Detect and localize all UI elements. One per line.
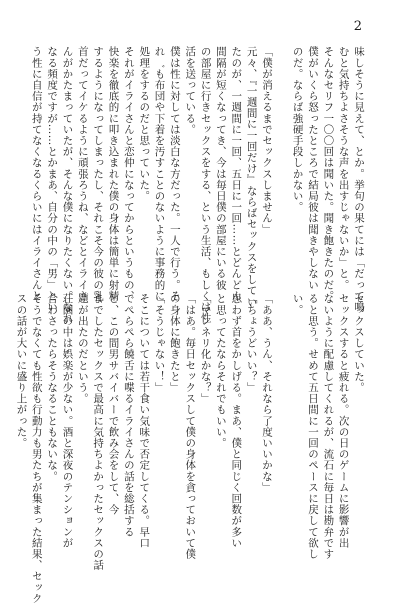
text-line: 「僕が消えるまでセックスしません」 [260, 46, 273, 235]
text-line: 活を送っている。 [184, 46, 197, 135]
text-line: 荘園の中は娯楽が少ない。酒と深夜のテンションが [61, 293, 74, 549]
text-line: セックスしていた。 [353, 293, 365, 393]
text-line: 題が出たのだという。 [76, 293, 89, 404]
upper-text-block [30, 46, 366, 324]
text-line [274, 293, 289, 529]
text-line: までしたセックスで最高に気持ちよかったセックスの話 [92, 293, 105, 571]
text-line: 「マンネリ化かな？」 [199, 293, 212, 404]
text-line: 思わず首をかしげる。まあ、僕と同じく回数が多い [230, 293, 243, 549]
text-line: たのが、一週間に一回、五日に一回……とどんどん [230, 46, 243, 302]
text-line: の身体に飽きたと」 [168, 293, 181, 393]
text-line: でぺらぺら饒舌に喋るイライさんの話を総括する [122, 293, 135, 538]
text-line: スの話が大いに盛り上がった。 [15, 293, 28, 449]
text-line: むと気持ちよさそうな声を出すじゃないか」と。 [337, 46, 350, 291]
text-line: 「ああ、うん、それなら了度いいかな」 [260, 293, 273, 493]
text-line: ると思う。せめて五日間に一回のペースに戻して欲し [306, 293, 319, 560]
text-line: そんなセリフ一〇〇回は聞いた。聞き飽きたのだ。 [322, 46, 335, 302]
text-line: 「はあ。毎日セックスして僕の身体を貪っておいて僕 [184, 293, 197, 560]
text-line: そこについては若干食い気味で否定してくる。早口 [138, 293, 151, 549]
page-number: 2 [353, 19, 362, 34]
lower-text-block [15, 293, 366, 604]
text-line: のだ。ならば強硬手段しかない。 [291, 46, 304, 213]
text-line: と、この間男サバイバーで飲み会をして、今 [107, 293, 120, 515]
text-line: 間隔が短くなってき、今は毎日僕の部屋にいる彼 [214, 46, 227, 291]
text-line: 僕がいくら怒ったところで結局彼は聞きやしない [306, 46, 319, 291]
text-line: 「ちょうどいい？」 [245, 293, 258, 393]
text-line: 味しそうに見えて、とか。挙句の果てには「だって鳴 [353, 46, 365, 313]
text-line: セックスすると疲れる。次の日のゲームに影響が出 [337, 293, 350, 549]
text-line: 合わさったらそうなることもないな。 [46, 293, 59, 482]
text-line: と思ってたならそれでもいい。 [214, 293, 227, 449]
text-line: 処理をするのだと思っていた。 [138, 46, 151, 202]
text-line: 首だってイケるように頑張ろうね、などとイライさ [76, 46, 89, 302]
text-line: なる頻度ですが……とかまあ、自分の中の「男」とい [46, 46, 59, 313]
text-line: それがイライさんと恋仲になってからというもの、 [122, 46, 135, 302]
text-line: う性に自信が持てなくなるくらいにはイライさんと [30, 46, 43, 302]
text-line: 快楽を徹底的に叩き込まれた僕の身体は簡単に射精 [107, 46, 120, 302]
text-line: そうでなくても性欲も行動力も男たちが集まった結果、セック [30, 293, 43, 604]
text-line: するようになってしまったし、それこそ今の彼の乳 [92, 46, 105, 302]
text-line [274, 46, 289, 278]
text-line: れ゛も布団や下着を汚すことのないように事務的に [153, 46, 166, 302]
text-line: の部屋に行きセックスをする、という生活、もしくは性 [199, 46, 212, 324]
text-line: い。 [291, 293, 304, 316]
text-line: ないように配慮してくれるが、流石に毎日は勘弁です [322, 293, 335, 560]
text-line: 「そうじゃない！」 [153, 293, 166, 393]
text-line: 元々、『一週間に一回だけ』ならばセックスをしてい [245, 46, 258, 308]
text-line: んがかたまっていたが、そんな僕になりたくない。なれ [61, 46, 74, 324]
text-line: 僕は性に対しては淡白な方だった。一人で行う。そ [168, 46, 181, 302]
